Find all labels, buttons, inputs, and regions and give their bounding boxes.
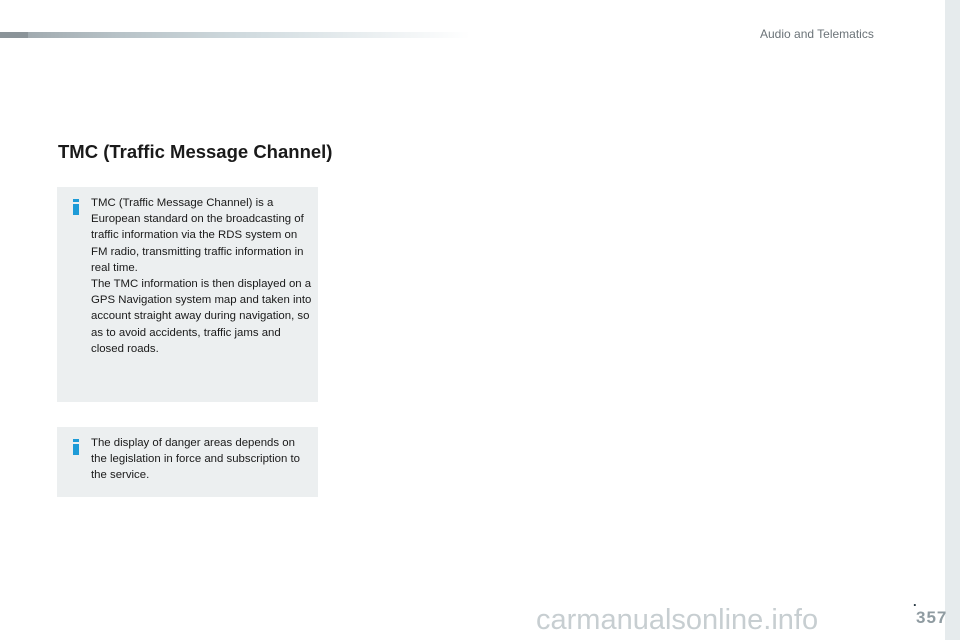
info-box-text xyxy=(91,435,313,484)
info-icon xyxy=(73,439,79,455)
info-icon xyxy=(73,199,79,215)
page-number: 357 xyxy=(916,608,948,627)
info-paragraph: TMC (Traffic Message Channel) is a European standard on the broadcasting of traffic information via the RDS system on FM radio, transmitting traffic information in real time. xyxy=(91,197,304,274)
watermark: carmanualsonline.info xyxy=(536,604,819,636)
info-paragraph: The TMC information is then displayed on a GPS Navigation system map and taken into account straight away during navigation, so as to avoid accidents, traffic jams and closed roads. xyxy=(91,278,312,355)
info-box-text xyxy=(91,195,313,357)
page-heading: TMC (Traffic Message Channel) xyxy=(58,141,333,163)
info-box-danger-areas xyxy=(57,427,318,497)
info-paragraph: The display of danger areas depends on the legislation in force and subscription to the service. xyxy=(91,437,300,482)
header-decorative-bar xyxy=(0,32,470,38)
page-mark: . xyxy=(913,594,917,609)
page-edge-strip xyxy=(945,0,960,640)
info-box-tmc xyxy=(57,187,318,402)
section-label: Audio and Telematics xyxy=(760,27,874,41)
